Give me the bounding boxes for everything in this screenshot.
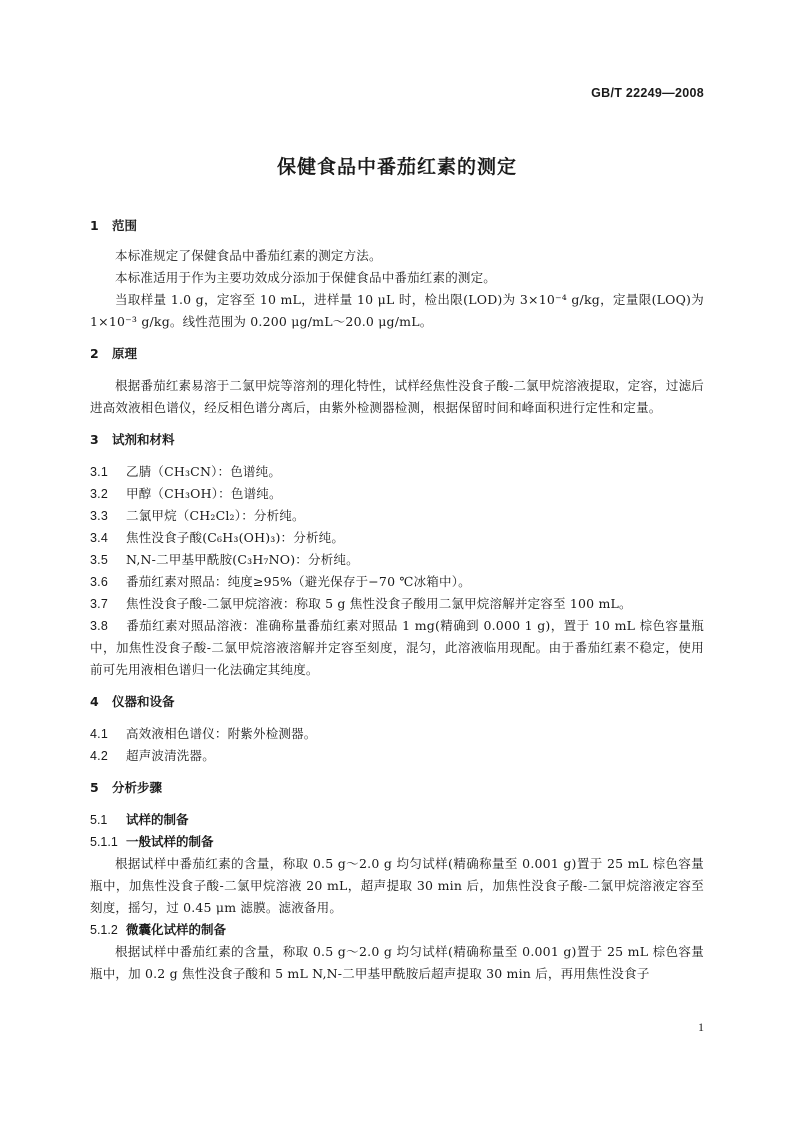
item-number: 3.1 <box>90 465 108 479</box>
item-text: 番茄红素对照品：纯度≥95%（避光保存于−70 ℃冰箱中）。 <box>126 574 471 589</box>
subsection-heading <box>90 919 704 941</box>
list-item <box>90 723 704 745</box>
subsection-number: 5.1.2 <box>90 923 118 937</box>
list-item <box>90 549 704 571</box>
section-title: 原理 <box>112 346 138 361</box>
subsection-number: 5.1 <box>90 813 108 827</box>
item-text: 焦性没食子酸(C₆H₃(OH)₃)：分析纯。 <box>126 530 345 545</box>
item-text: 超声波清洗器。 <box>126 748 215 763</box>
list-item <box>90 571 704 593</box>
section-title: 仪器和设备 <box>112 694 175 709</box>
paragraph: 本标准适用于作为主要功效成分添加于保健食品中番茄红素的测定。 <box>115 270 497 285</box>
paragraph: 本标准规定了保健食品中番茄红素的测定方法。 <box>115 248 382 263</box>
standard-code: GB/T 22249—2008 <box>591 86 704 100</box>
item-number: 4.1 <box>90 727 108 741</box>
item-text: 二氯甲烷（CH₂Cl₂）：分析纯。 <box>126 508 305 523</box>
section-heading-reagents <box>90 429 704 451</box>
list-item <box>90 483 704 505</box>
item-number: 3.5 <box>90 553 108 567</box>
section-heading-apparatus <box>90 691 704 713</box>
list-item <box>90 461 704 483</box>
item-number: 3.2 <box>90 487 108 501</box>
subsection-title: 一般试样的制备 <box>126 834 214 849</box>
page-number: 1 <box>698 1020 704 1034</box>
list-item <box>90 745 704 767</box>
paragraph: 根据试样中番茄红素的含量，称取 0.5 g～2.0 g 均匀试样(精确称量至 0.001 g)置于 25 mL 棕色容量瓶中，加焦性没食子酸-二氯甲烷溶液 20 mL，超声提取 30 min 后，加焦性没食子酸-二氯甲烷溶液定容至刻度，摇匀，过 0.45 μm 滤膜。滤液备用。 <box>90 856 704 915</box>
section-number: 5 <box>90 780 99 795</box>
list-item <box>90 615 704 681</box>
item-text: 乙腈（CH₃CN）：色谱纯。 <box>126 464 282 479</box>
section-number: 2 <box>90 346 99 361</box>
item-number: 3.8 <box>90 619 108 633</box>
item-number: 3.7 <box>90 597 108 611</box>
section-title: 范围 <box>112 218 138 233</box>
subsection-title: 微囊化试样的制备 <box>126 922 227 937</box>
item-text: N,N-二甲基甲酰胺(C₃H₇NO)：分析纯。 <box>126 552 359 567</box>
list-item <box>90 593 704 615</box>
subsection-number: 5.1.1 <box>90 835 118 849</box>
item-number: 3.3 <box>90 509 108 523</box>
list-item <box>90 527 704 549</box>
page-title: 保健食品中番茄红素的测定 <box>276 156 517 178</box>
section-title: 分析步骤 <box>112 780 163 795</box>
section-title: 试剂和材料 <box>112 432 175 447</box>
section-heading-procedure <box>90 777 704 799</box>
section-number: 3 <box>90 432 99 447</box>
item-text: 番茄红素对照品溶液：准确称量番茄红素对照品 1 mg(精确到 0.000 1 g)，置于 10 mL 棕色容量瓶中，加焦性没食子酸-二氯甲烷溶液溶解并定容至刻度，混匀，此溶液临用现配。由于番茄红素不稳定，使用前可先用液相色谱归一化法确定其纯度。 <box>90 618 704 677</box>
section-heading-scope <box>90 215 704 237</box>
document-body <box>90 215 704 985</box>
list-item <box>90 505 704 527</box>
item-text: 甲醇（CH₃OH）：色谱纯。 <box>126 486 282 501</box>
section-heading-principle <box>90 343 704 365</box>
item-number: 4.2 <box>90 749 108 763</box>
item-text: 焦性没食子酸-二氯甲烷溶液：称取 5 g 焦性没食子酸用二氯甲烷溶解并定容至 100 mL。 <box>126 596 632 611</box>
paragraph: 根据试样中番茄红素的含量，称取 0.5 g～2.0 g 均匀试样(精确称量至 0.001 g)置于 25 mL 棕色容量瓶中，加 0.2 g 焦性没食子酸和 5 mL N,N-二甲基甲酰胺后超声提取 30 min 后，再用焦性没食子 <box>90 944 704 981</box>
subsection-title: 试样的制备 <box>126 812 189 827</box>
item-number: 3.6 <box>90 575 108 589</box>
subsection-heading <box>90 831 704 853</box>
paragraph: 当取样量 1.0 g，定容至 10 mL，进样量 10 μL 时，检出限(LOD)为 3×10⁻⁴ g/kg，定量限(LOQ)为 1×10⁻³ g/kg。线性范围为 0.200 μg/mL～20.0 μg/mL。 <box>90 292 704 329</box>
item-number: 3.4 <box>90 531 108 545</box>
section-number: 4 <box>90 694 99 709</box>
section-number: 1 <box>90 218 99 233</box>
item-text: 高效液相色谱仪：附紫外检测器。 <box>126 726 317 741</box>
paragraph: 根据番茄红素易溶于二氯甲烷等溶剂的理化特性，试样经焦性没食子酸-二氯甲烷溶液提取，定容，过滤后进高效液相色谱仪，经反相色谱分离后，由紫外检测器检测，根据保留时间和峰面积进行定性和定量。 <box>90 378 704 415</box>
subsection-heading <box>90 809 704 831</box>
